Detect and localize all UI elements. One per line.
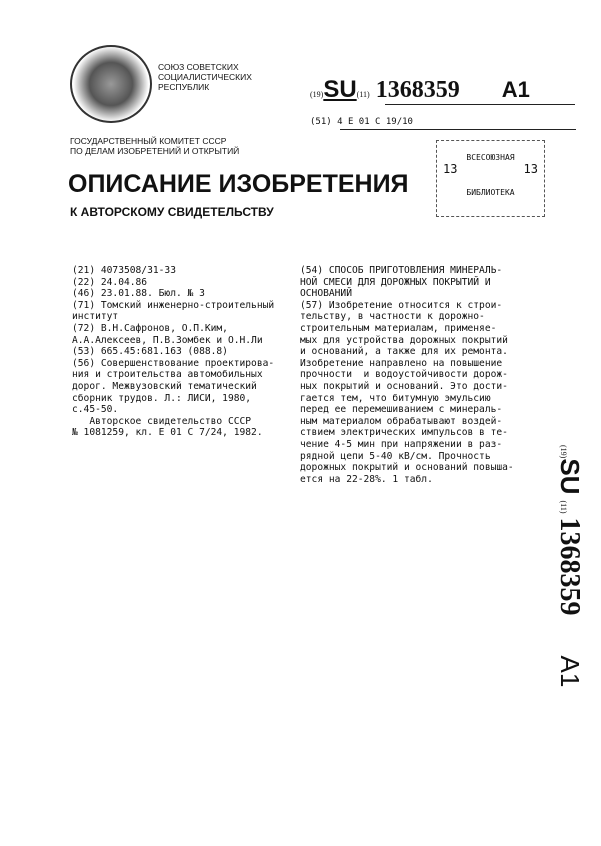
text-line: (21) 4073508/31-33 [72,265,176,276]
committee-line: ГОСУДАРСТВЕННЫЙ КОМИТЕТ СССР [70,136,227,146]
side-code-11: (11) [559,500,568,514]
side-code-19: (19) [559,445,568,459]
text-line: НОЙ СМЕСИ ДЛЯ ДОРОЖНЫХ ПОКРЫТИЙ И [300,276,491,288]
stamp-top: ВСЕСОЮЗНАЯ [466,153,515,162]
committee-line: ПО ДЕЛАМ ИЗОБРЕТЕНИЙ И ОТКРЫТИЙ [70,146,240,156]
text-line: (57) Изобретение относится к строи- [300,299,503,311]
text-line: институт [72,311,119,323]
ipc-value: E 01 C 19/10 [347,117,413,127]
text-line: ным материалом обрабатывают воздей- [300,415,503,427]
text-line: (54) СПОСОБ ПРИГОТОВЛЕНИЯ МИНЕРАЛЬ- [300,265,503,276]
text-line: с.45-50. [72,404,119,416]
text-line: ния и строительства автомобильных [72,369,263,381]
side-kind: A1 [555,655,585,688]
stamp-bottom: БИБЛИОТЕКА [466,188,515,197]
ipc-class [310,117,413,127]
text-line: тельству, в частности к дорожно- [300,311,485,323]
text-line: ных покрытий и оснований. Это дости- [300,380,508,392]
library-stamp [436,140,545,217]
stamp-middle [437,162,544,176]
code-51: (51) 4 [310,117,343,127]
committee [70,136,239,156]
text-line: ОСНОВАНИЙ [300,288,352,300]
patent-number: 1368359 [375,77,460,103]
bibliographic-data [72,265,274,439]
text-line: перед ее перемешиванием с минераль- [300,404,503,416]
text-line: прочности и водоустойчивости дорож- [300,369,508,381]
publication-number [310,76,530,104]
country-code: SU [323,76,357,103]
union-line: СОЦИАЛИСТИЧЕСКИХ [158,72,252,82]
union-line: РЕСПУБЛИК [158,82,210,92]
text-line: чение 4-5 мин при напряжении в раз- [300,438,503,450]
abstract [300,265,514,485]
union-line: СОЮЗ СОВЕТСКИХ [158,62,239,72]
union-name [158,62,252,92]
stamp-right: 13 [523,162,538,176]
code-11: (11) [356,90,370,99]
text-line: (53) 665.45:681.163 (088.8) [72,346,228,358]
text-line: ствием электрических импульсов в те- [300,427,508,439]
text-line: (46) 23.01.88. Бюл. № 3 [72,288,205,300]
text-line: Изобретение направлено на повышение [300,357,503,369]
text-line: № 1081259, кл. E 01 C 7/24, 1982. [72,427,263,439]
text-line: рядной цепи 5-40 кВ/см. Прочность [300,450,491,462]
ussr-emblem [70,45,152,123]
code-19: (19) [310,90,324,99]
text-line: А.А.Алексеев, П.В.Зомбек и О.Н.Ли [72,334,263,346]
text-line: (72) В.Н.Сафронов, О.П.Ким, [72,322,228,334]
document-title: ОПИСАНИЕ ИЗОБРЕТЕНИЯ [68,170,409,198]
side-country: SU [555,458,585,495]
text-line: и оснований, а также для их ремонта. [300,346,508,358]
text-line: строительным материалам, применяе- [300,322,497,334]
text-line: дорог. Межвузовский тематический [72,380,257,392]
text-line: (22) 24.04.86 [72,276,148,288]
stamp-left: 13 [443,162,458,176]
text-line: сборник трудов. Л.: ЛИСИ, 1980, [72,392,252,404]
text-line: (56) Совершенствование проектирова- [72,357,275,369]
side-number: 1368359 [554,517,585,616]
side-publication-number [553,445,585,687]
text-line: ется на 22-28%. 1 табл. [300,473,433,485]
document-subtitle: К АВТОРСКОМУ СВИДЕТЕЛЬСТВУ [70,205,274,219]
text-line: мых для устройства дорожных покрытий [300,334,508,346]
text-line: гается тем, что битумную эмульсию [300,392,491,404]
text-line: Авторское свидетельство СССР [72,415,252,427]
text-line: дорожных покрытий и оснований повыша- [300,462,514,474]
text-line: (71) Томский инженерно-строительный [72,299,275,311]
kind-code: A1 [501,77,530,102]
